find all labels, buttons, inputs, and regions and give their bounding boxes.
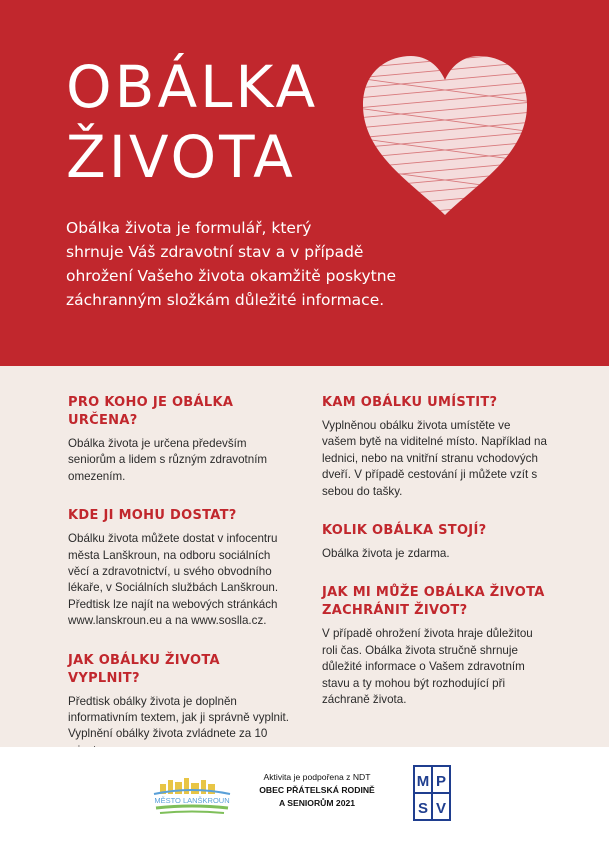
left-column <box>68 394 293 781</box>
section-text: Vyplněnou obálku života umístěte ve vašem bytě na viditelné místo. Například na lednici, nebo na vnitřní stranu vchodových dveří. V případě cestování ji můžete vzít s sebou do tašky. <box>322 419 547 498</box>
svg-text:V: V <box>435 800 447 817</box>
section-heading: JAK OBÁLKU ŽIVOTA VYPLNIT? <box>68 652 220 686</box>
support-line-3: A SENIORŮM 2021 <box>278 798 356 808</box>
section-heading: PRO KOHO JE OBÁLKA URČENA? <box>68 395 234 428</box>
intro-line: ohrožení Vašeho života okamžitě poskytne <box>66 267 397 285</box>
title-line-2: ŽIVOTA <box>66 123 296 191</box>
section-text: Obálka života je určena především seniorům a lidem s různým zdravotním omezením. <box>68 437 268 483</box>
svg-text:M: M <box>416 773 430 790</box>
section-text: Obálku života můžete dostat v infocentru města Lanškroun, na odboru sociálních věcí a zdravotnictví, u svého obvodního lékaře, v Sociálních službách Lanškroun. Předtisk lze najít na webových stránkách www.lanskroun.eu a na www.soslla.cz. <box>68 532 279 628</box>
page-title <box>66 52 318 192</box>
section-price <box>322 522 547 562</box>
intro-line: shrnuje Váš zdravotní stav a v případě <box>66 243 364 261</box>
svg-text:S: S <box>417 800 429 817</box>
footer <box>0 747 609 844</box>
heart-icon <box>355 50 535 220</box>
section-heading: KDE JI MOHU DOSTAT? <box>68 508 237 524</box>
mesto-logo-text: MĚSTO LANŠKROUN <box>154 796 230 805</box>
svg-text:P: P <box>435 773 447 790</box>
support-line-1: Aktivita je podpořena z NDT <box>263 772 371 782</box>
right-column <box>322 394 547 730</box>
title-line-1: OBÁLKA <box>66 53 319 121</box>
mpsv-logo <box>413 765 451 821</box>
section-heading: KOLIK OBÁLKA STOJÍ? <box>322 523 487 539</box>
hero-banner <box>0 0 609 366</box>
section-for-whom <box>68 394 293 485</box>
section-how-to-fill <box>68 652 293 760</box>
section-text: Obálka života je zdarma. <box>322 547 450 561</box>
section-text: Předtisk obálky života je doplněn informativním textem, jak ji správně vyplnit. Vyplnění obálky života zvládnete za 10 <box>68 694 290 741</box>
section-heading: JAK MI MŮŽE OBÁLKA ŽIVOTA ZACHRÁNIT ŽIVOT? <box>322 585 545 619</box>
info-sections <box>0 366 609 747</box>
section-where-to-get <box>68 507 293 629</box>
section-how-it-saves <box>322 584 547 708</box>
support-text <box>252 771 382 810</box>
support-line-2: OBEC PŘÁTELSKÁ RODINĚ <box>259 785 375 795</box>
section-where-to-place <box>322 394 547 500</box>
section-heading: KAM OBÁLKU UMÍSTIT? <box>322 395 498 410</box>
intro-text <box>66 216 466 312</box>
intro-line: Obálka života je formulář, který <box>66 219 312 237</box>
section-text: V případě ohrožení života hraje důležitou roli čas. Obálka života stručně shrnuje důležité informace o Vašem zdravotním stavu a ty mohou být rozhodující při záchraně života. <box>322 627 533 707</box>
mesto-lanskroun-logo <box>150 770 234 820</box>
intro-line: záchranným složkám důležité informace. <box>66 291 385 309</box>
